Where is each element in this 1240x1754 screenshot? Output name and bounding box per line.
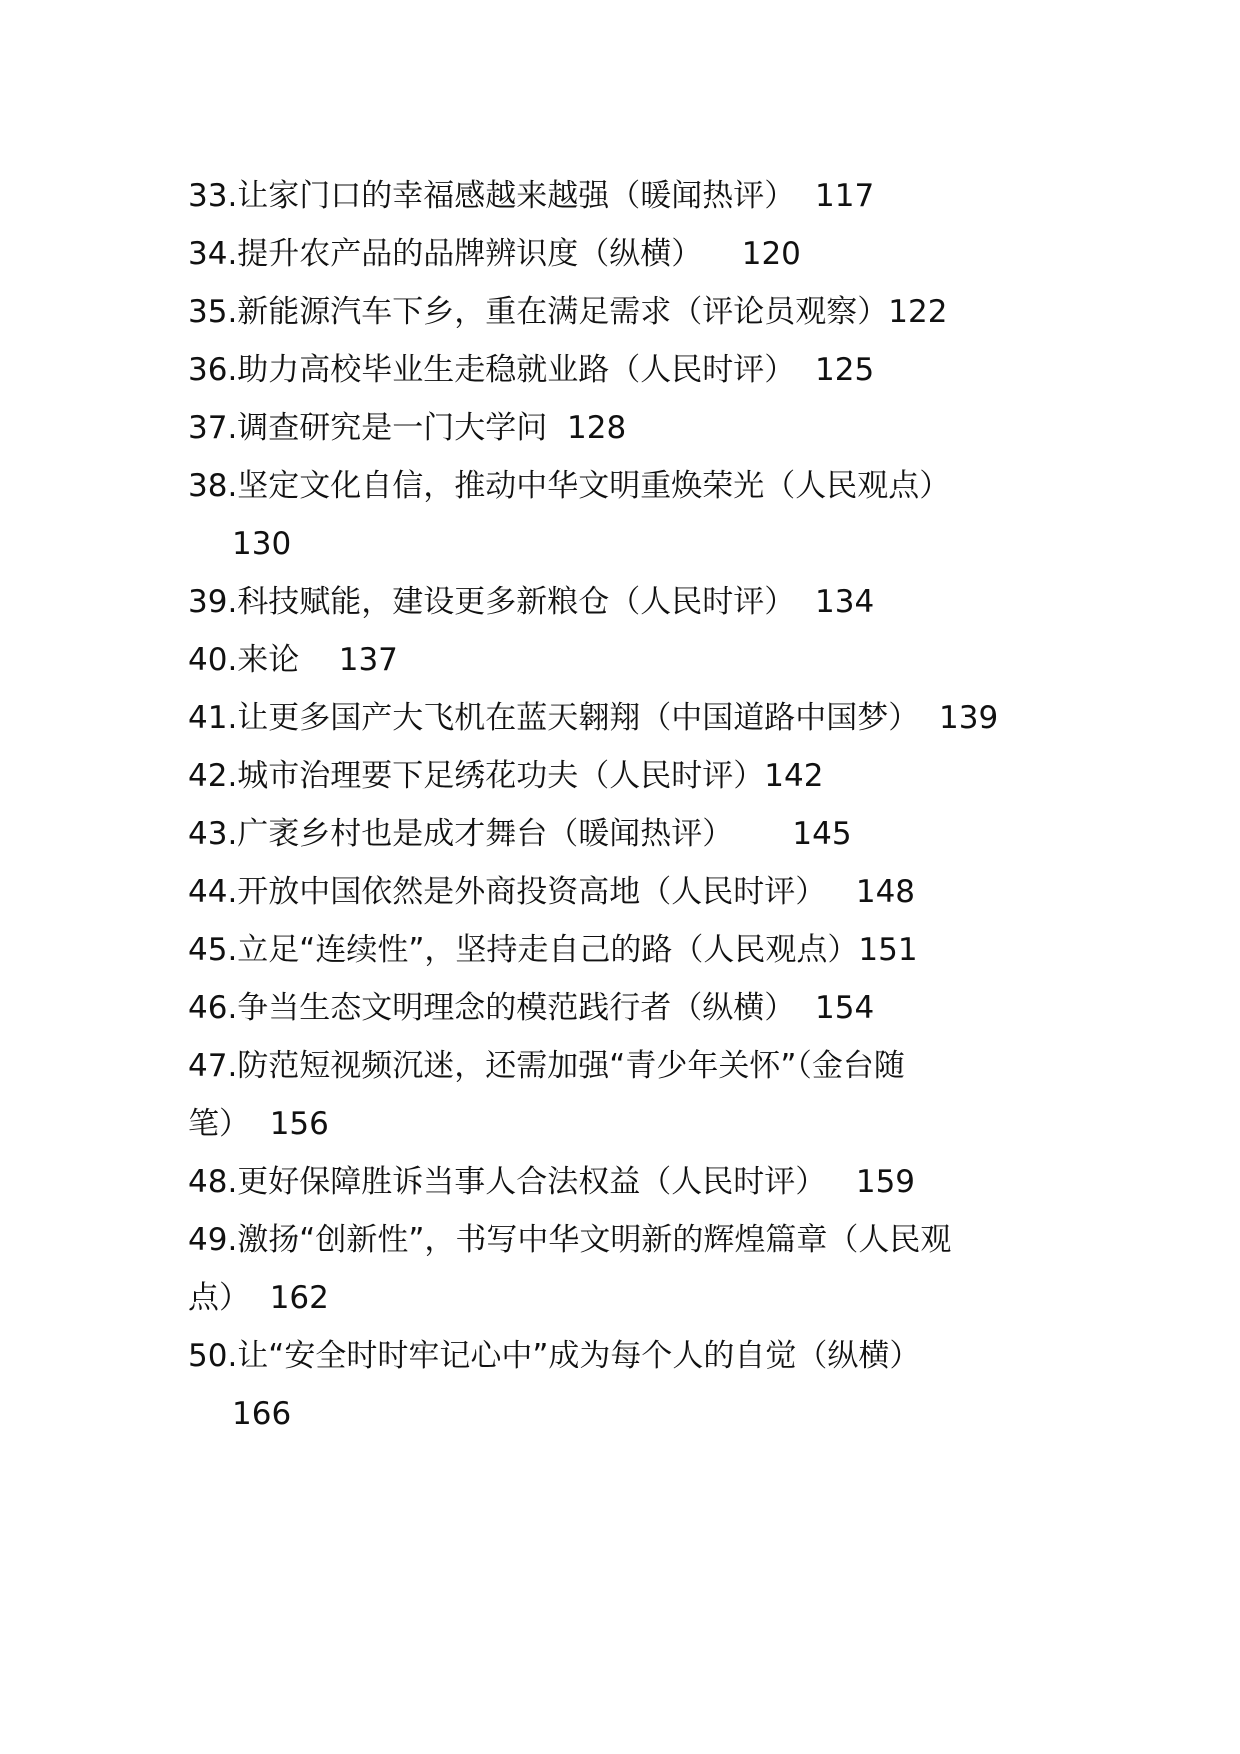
toc-entry-49-continued: 点） 162	[188, 1280, 329, 1316]
toc-entry-44: 44.开放中国依然是外商投资高地（人民时评） 148	[188, 874, 916, 910]
toc-entry-47-continued: 笔） 156	[188, 1106, 329, 1142]
toc-entry-33: 33.让家门口的幸福感越来越强（暖闻热评） 117	[188, 178, 875, 214]
toc-entry-48: 48.更好保障胜诉当事人合法权益（人民时评） 159	[188, 1164, 916, 1200]
toc-entry-40: 40.来论 137	[188, 642, 398, 678]
toc-entry-36: 36.助力高校毕业生走稳就业路（人民时评） 125	[188, 352, 875, 388]
toc-entry-39: 39.科技赋能，建设更多新粮仓（人民时评） 134	[188, 584, 875, 620]
toc-entry-38-page: 130	[232, 526, 292, 562]
toc-entry-41: 41.让更多国产大飞机在蓝天翱翔（中国道路中国梦） 139	[188, 700, 999, 736]
toc-entry-38: 38.坚定文化自信，推动中华文明重焕荣光（人民观点）	[188, 468, 951, 504]
toc-entry-46: 46.争当生态文明理念的模范践行者（纵横） 154	[188, 990, 875, 1026]
toc-entry-49: 49.激扬“创新性”，书写中华文明新的辉煌篇章（人民观	[188, 1222, 952, 1258]
toc-entry-37: 37.调查研究是一门大学问 128	[188, 410, 627, 446]
toc-entry-35: 35.新能源汽车下乡，重在满足需求（评论员观察）122	[188, 294, 948, 330]
toc-entry-50-page: 166	[232, 1396, 292, 1432]
toc-entry-34: 34.提升农产品的品牌辨识度（纵横） 120	[188, 236, 801, 272]
toc-entry-50: 50.让“安全时时牢记心中”成为每个人的自觉（纵横）	[188, 1338, 921, 1374]
toc-entry-45: 45.立足“连续性”，坚持走自己的路（人民观点）151	[188, 932, 918, 968]
toc-entry-43: 43.广袤乡村也是成才舞台（暖闻热评） 145	[188, 816, 852, 852]
toc-entry-47: 47.防范短视频沉迷，还需加强“青少年关怀”（金台随	[188, 1048, 905, 1084]
toc-entry-42: 42.城市治理要下足绣花功夫（人民时评）142	[188, 758, 824, 794]
